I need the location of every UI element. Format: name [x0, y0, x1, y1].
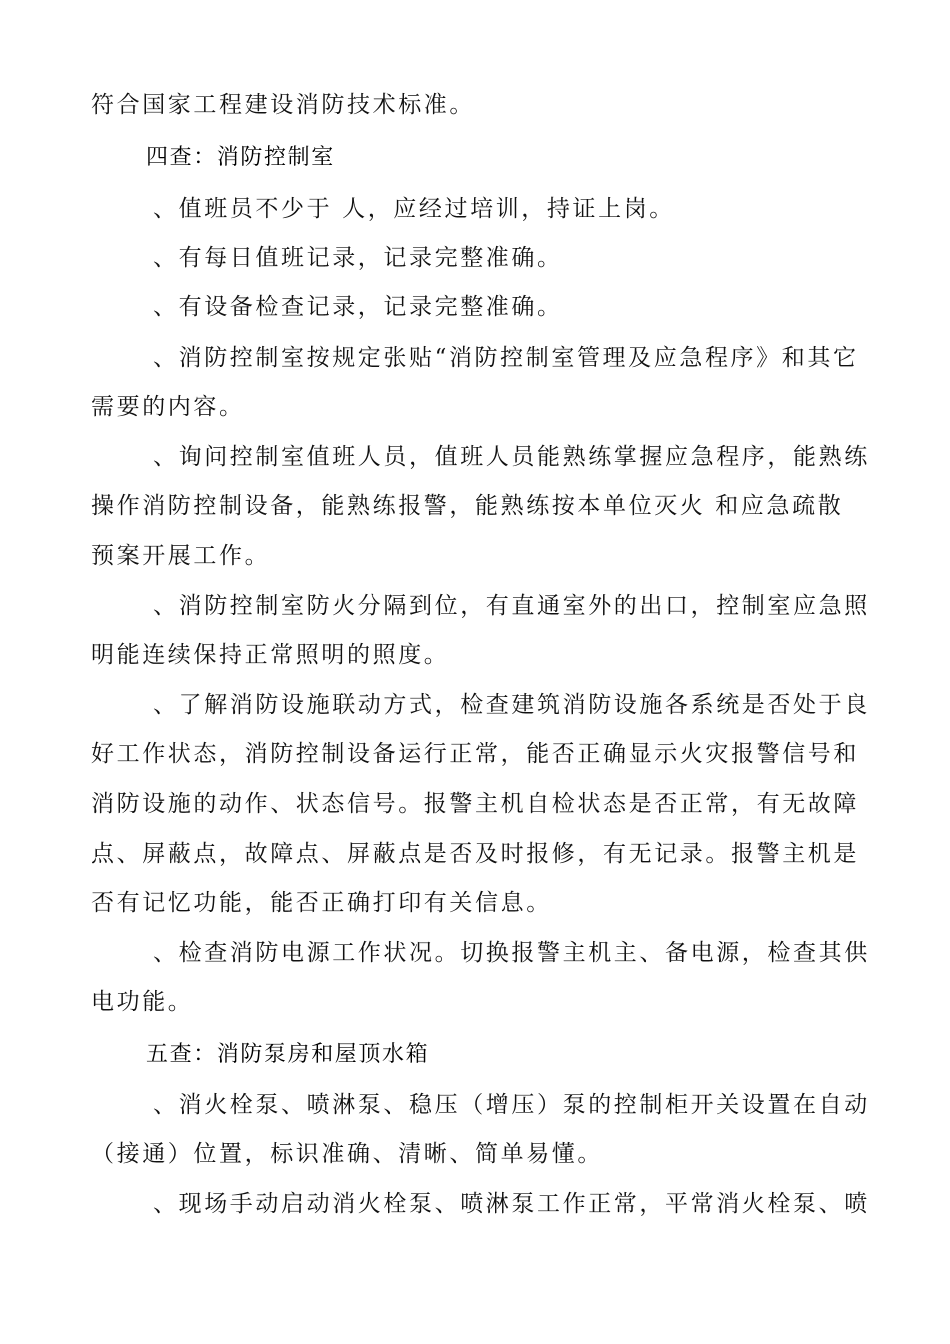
paragraph-line: 、询问控制室值班人员，值班人员能熟练掌握应急程序，能熟练	[153, 444, 870, 470]
paragraph-line: 电功能。	[91, 989, 194, 1015]
section-heading: 四查：消防控制室	[146, 145, 335, 170]
paragraph-line: 明能连续保持正常照明的照度。	[91, 642, 450, 668]
paragraph-line: 预案开展工作。	[91, 543, 271, 569]
paragraph-line: 点、屏蔽点，故障点、屏蔽点是否及时报修，有无记录。报警主机是	[91, 841, 859, 867]
paragraph-line: 、消防控制室按规定张贴“消防控制室管理及应急程序》和其它	[153, 345, 859, 371]
paragraph-line: 、有设备检查记录，记录完整准确。	[153, 294, 563, 320]
paragraph-line: 、现场手动启动消火栓泵、喷淋泵工作正常，平常消火栓泵、喷	[153, 1191, 870, 1217]
paragraph-line: 操作消防控制设备，能熟练报警，能熟练按本单位灭火 和应急疏散	[91, 493, 844, 519]
paragraph-line: 、消防控制室防火分隔到位，有直通室外的出口，控制室应急照	[153, 593, 870, 619]
paragraph-line: 、了解消防设施联动方式，检查建筑消防设施各系统是否处于良	[153, 692, 870, 718]
paragraph-line: 需要的内容。	[91, 394, 245, 420]
paragraph-line: 消防设施的动作、状态信号。报警主机自检状态是否正常，有无故障	[91, 791, 859, 817]
paragraph-line: （接通）位置，标识准确、清晰、简单易懂。	[91, 1141, 603, 1167]
paragraph-line: 好工作状态，消防控制设备运行正常，能否正确显示火灾报警信号和	[91, 741, 859, 767]
paragraph-line: 、消火栓泵、喷淋泵、稳压（增压）泵的控制柜开关设置在自动	[153, 1092, 870, 1118]
paragraph-line: 、值班员不少于 人，应经过培训，持证上岗。	[153, 196, 675, 222]
paragraph-line: 符合国家工程建设消防技术标准。	[91, 92, 475, 118]
section-heading: 五查：消防泵房和屋顶水箱	[146, 1042, 430, 1067]
paragraph-line: 、有每日值班记录，记录完整准确。	[153, 245, 563, 271]
paragraph-line: 否有记忆功能，能否正确打印有关信息。	[91, 890, 552, 916]
paragraph-line: 、检查消防电源工作状况。切换报警主机主、备电源，检查其供	[153, 940, 870, 966]
